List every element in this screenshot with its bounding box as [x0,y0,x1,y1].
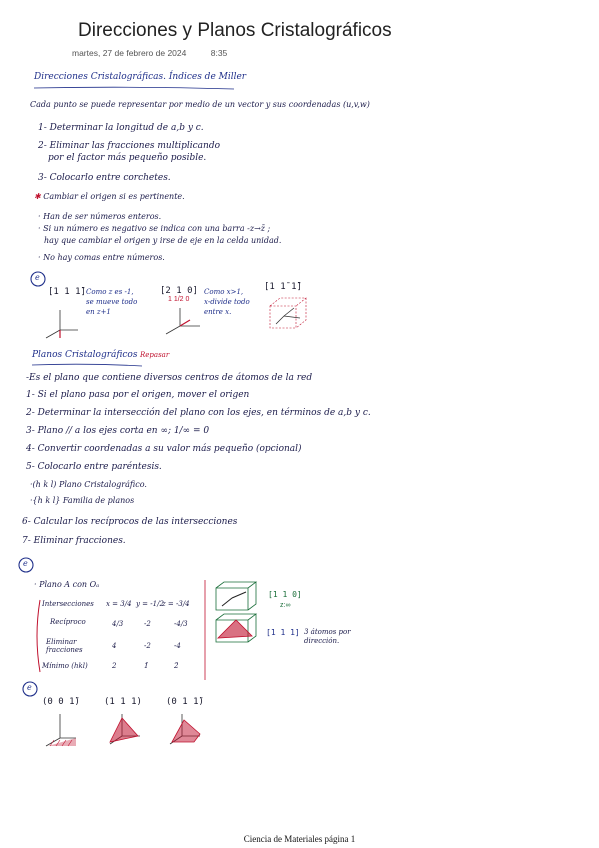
plane-ex2-label-3: (0 1 1̄) [166,697,204,707]
dir-example-2-axes [160,306,204,336]
table-row-3-y: -2 [144,642,151,650]
page-meta [72,48,249,58]
dir-example-2-note3: entre x. [204,308,232,316]
asterisk-icon: ✱ [34,192,41,201]
example-badge-3-label: e [27,683,32,692]
plane-label-110: [1 1 0] [268,590,302,599]
table-row-1-label: Intersecciones [42,600,94,608]
heading-underline [34,86,234,90]
plane-step-4: 4- Convertir coordenadas a su valor más pequeño (opcional) [26,444,302,454]
dir-example-1-note2: se mueve todo [86,298,138,306]
plane-step-1: 1- Si el plano pasa por el origen, mover el origen [26,390,250,400]
dir-example-2-label: [2 1 0] [160,286,198,296]
table-row-1-z: z = -3/4 [162,600,190,608]
dir-step-4 [34,192,185,201]
planes-heading: Planos Cristalográficos [32,350,138,360]
plane-step-2: 2- Determinar la intersección del plano con los ejes, en términos de a,b y c. [26,408,371,418]
plane-note-hkl: ·(h k l) Plano Cristalográfico. [30,480,147,489]
page-date: martes, 27 de febrero de 2024 [72,48,187,58]
dir-example-1-note3: en z+1 [86,308,111,316]
plane-note-family: ·{h k l} Familia de planos [30,496,135,505]
plane-note-111: 3 átomos por dirección. [304,628,351,645]
table-row-3-label: Eliminar fracciones [46,638,83,654]
dir-step-2: 2- Eliminar las fracciones multiplicando [38,141,220,151]
table-row-4-label: Mínimo (hkl) [42,662,88,670]
table-row-2-x: 4/3 [112,620,124,628]
table-row-4-x: 2 [112,662,117,670]
table-row-1-x: x = 3/4 [106,600,132,608]
plane-step-3: 3- Plano // a los ejes corta en ∞; 1/∞ = 0 [26,426,210,436]
page-time: 8:35 [210,48,228,58]
dir-example-1-label: [1 1 1̄] [48,287,86,297]
plane-ex2-label-2: (1 1 1) [104,697,142,707]
table-row-4-z: 2̄ [174,662,179,670]
table-row-2-z: -4/3 [174,620,188,628]
planes-heading-tag: Repasar [140,351,170,359]
dir-note-1: · Han de ser números enteros. [38,212,162,221]
planes-heading-underline [32,363,142,367]
directions-heading: Direcciones Cristalográficas. Índices de Miller [34,72,247,82]
dir-example-3-label: [1 1̄ 1̄] [264,282,302,292]
plane-step-6: 6- Calcular los recíprocos de las intersecciones [22,517,238,527]
table-row-4-y: 1̄ [144,662,149,670]
table-row-2-label: Recíproco [50,618,86,626]
plane-cube-110 [212,582,260,612]
planes-intro: -Es el plano que contiene diversos centros de átomos de la red [26,373,313,383]
table-row-2-y: -2 [144,620,151,628]
dir-example-1-note1: Como z es -1, [86,288,134,296]
example-badge-2-label: e [23,559,28,568]
section-divider [203,580,207,680]
plane-label-111: [1 1 1] [266,628,300,637]
dir-example-2-note1: Como x>1, [204,288,244,296]
plane-step-5: 5- Colocarlo entre paréntesis. [26,462,162,472]
page-footer: Ciencia de Materiales página 1 [243,834,356,844]
example-badge-1-label: e [35,273,40,282]
plane-ex2-diagram-1 [40,712,80,748]
dir-note-2: · Si un número es negativo se indica con una barra -z→z̄ ; [38,224,271,233]
dir-example-3-cube [266,296,310,330]
plane-label-110-sub: z:∞ [280,602,291,609]
plane-cube-111 [212,614,260,646]
dir-note-3: hay que cambiar el origen y irse de eje en la celda unidad. [44,236,282,245]
dir-step-4-text: Cambiar el origen si es pertinente. [43,192,185,201]
dir-step-3: 3- Colocarlo entre corchetes. [38,173,171,183]
table-row-3-x: 4 [112,642,117,650]
page-title: Direcciones y Planos Cristalográficos [78,20,392,41]
plane-step-7: 7- Eliminar fracciones. [22,536,126,546]
plane-ex2-label-1: (0 0 1̄) [42,697,80,707]
dir-step-2b: por el factor más pequeño posible. [48,153,207,163]
dir-note-4: · No hay comas entre números. [38,253,165,262]
table-row-3-z: -4 [174,642,181,650]
plane-ex2-diagram-3 [164,712,204,748]
dir-example-2-sub: 1 1/2 0 [168,296,190,303]
plane-ex2-diagram-2 [104,712,144,748]
dir-example-1-axes [40,308,80,338]
table-row-1-y: y = -1/2 [136,600,164,608]
dir-example-2-note2: x-divide todo [204,298,250,306]
dir-step-1: 1- Determinar la longitud de a,b y c. [38,123,204,133]
directions-intro: Cada punto se puede representar por medio de un vector y sus coordenadas (u,v,w) [30,100,370,109]
plane-example-title: · Plano A con Oₐ [34,580,100,589]
